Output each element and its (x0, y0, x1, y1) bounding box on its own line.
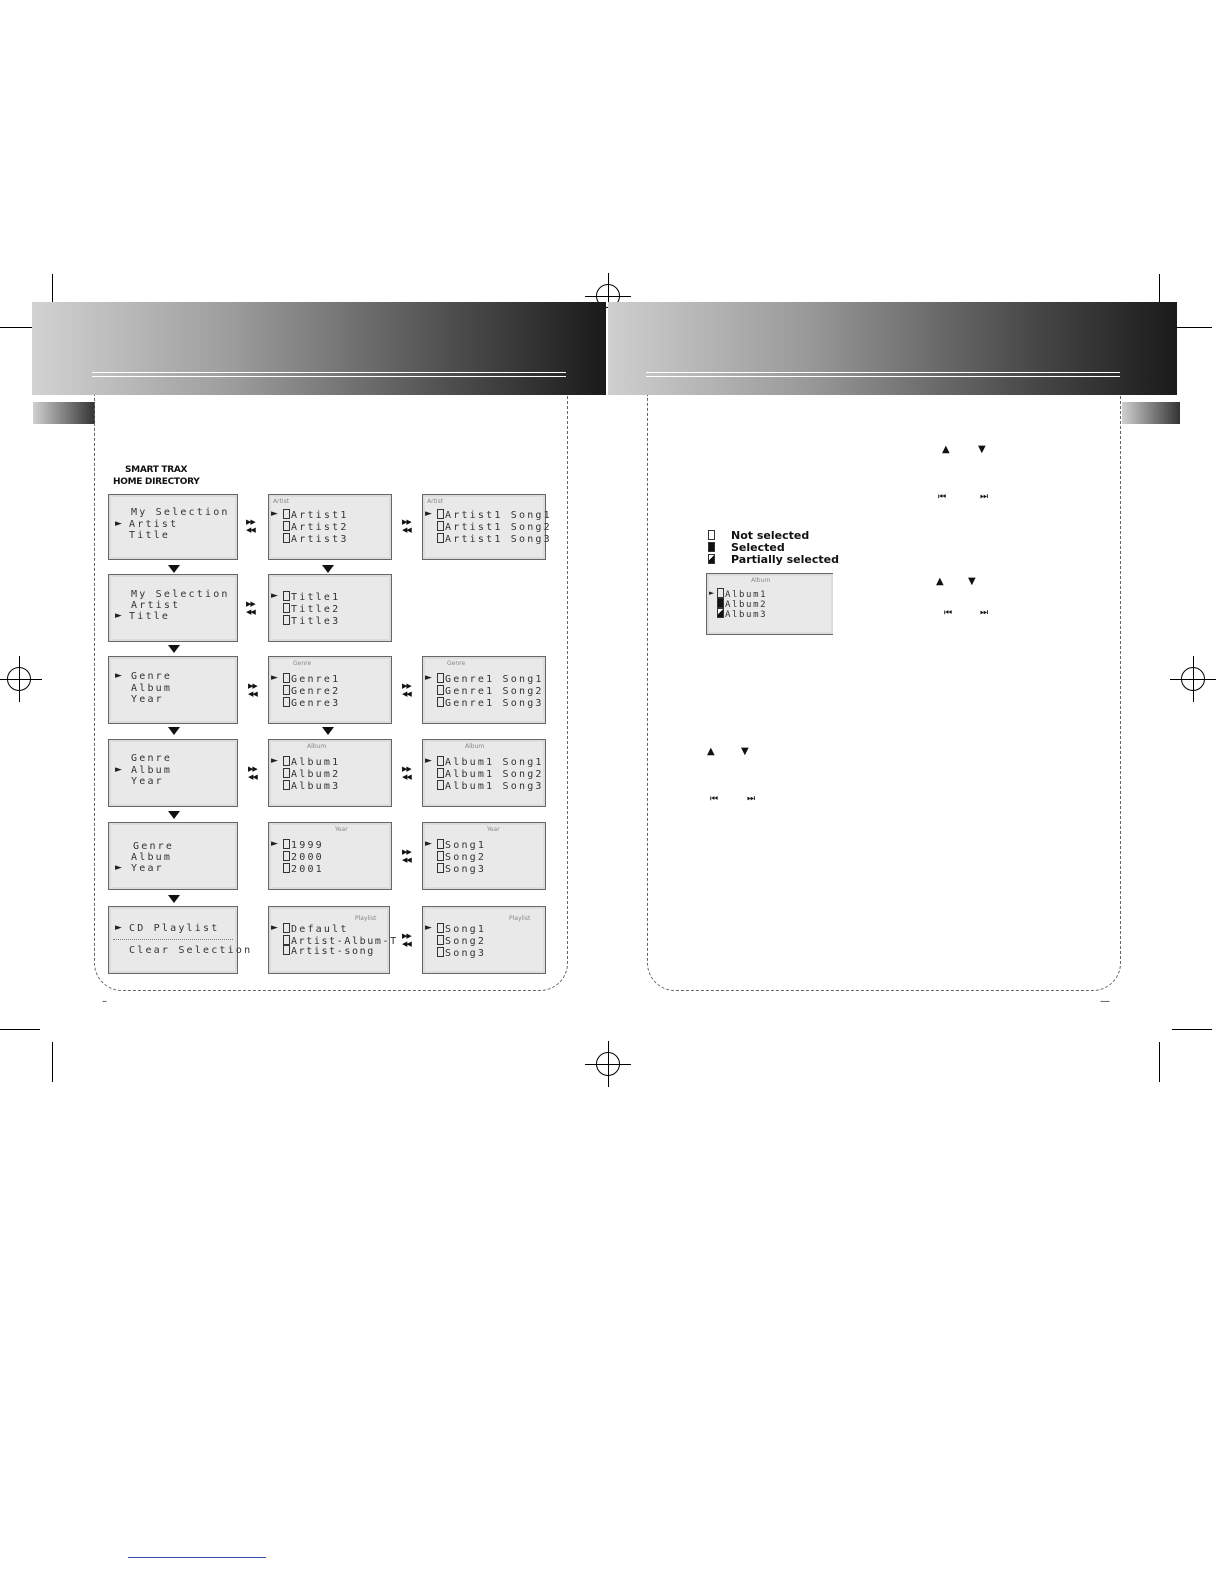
lcd-screen-home-genre (108, 656, 238, 724)
down-arrow-icon (168, 565, 180, 573)
registration-mark (596, 1052, 620, 1076)
screen-title: Playlist (509, 915, 531, 922)
menu-item: Album (131, 852, 173, 863)
menu-item: Year (131, 863, 164, 874)
list-item: Song1 (437, 839, 486, 851)
registration-mark (7, 667, 31, 691)
screen-title: Year (487, 826, 500, 833)
pointer-icon: ► (271, 756, 278, 766)
lcd-screen-artist-songs (422, 494, 552, 560)
lcd-screen-home-album (108, 739, 238, 807)
down-arrow-icon (322, 565, 334, 573)
list-item: Artist-song (283, 945, 375, 957)
down-arrow-icon (322, 727, 334, 735)
list-item: Song3 (437, 863, 486, 875)
lcd-screen-genre-songs (422, 656, 546, 724)
pointer-icon: ► (425, 673, 432, 683)
screen-title: Album (751, 577, 771, 584)
next-track-icon: ⏭ (980, 492, 989, 502)
list-item: Genre2 (283, 685, 340, 697)
screen-title: Artist (427, 498, 444, 505)
down-arrow-icon: ▼ (968, 576, 976, 587)
lcd-screen-home-2 (108, 574, 238, 642)
nav-forward-back-icon: ▶▶ ◀◀ (402, 518, 411, 534)
list-item: Artist1 (283, 509, 349, 521)
pointer-icon: ► (115, 611, 122, 621)
pointer-icon: ► (425, 923, 432, 933)
down-arrow-icon: ▼ (978, 444, 986, 455)
list-item: Album3 (717, 608, 767, 621)
nav-forward-back-icon: ▶▶ ◀◀ (402, 682, 411, 698)
list-item: Song1 (437, 923, 486, 935)
list-item: Album1 (717, 588, 767, 601)
menu-item: Genre (131, 753, 173, 764)
lcd-screen-home-1 (108, 494, 238, 560)
right-page-number: — (1100, 996, 1110, 1007)
crop-mark (0, 1029, 40, 1030)
nav-forward-back-icon: ▶▶ ◀◀ (248, 765, 257, 781)
lcd-screen-cd-playlist (108, 906, 253, 974)
list-item: Song2 (437, 935, 486, 947)
previous-track-icon: ⏮ (938, 492, 947, 502)
lcd-screen-home-year (108, 822, 238, 890)
crop-mark (1172, 1029, 1212, 1030)
screen-title: Genre (447, 660, 466, 667)
menu-item: My Selection (131, 507, 230, 518)
lcd-screen-album-list (268, 739, 392, 807)
menu-item: Title (129, 530, 171, 541)
list-item: Title3 (283, 615, 340, 627)
up-arrow-icon: ▲ (707, 746, 715, 757)
previous-track-icon: ⏮ (944, 608, 953, 618)
pointer-icon: ► (271, 673, 278, 683)
list-item: Title1 (283, 591, 340, 603)
menu-item: Year (131, 694, 164, 705)
pointer-icon: ► (425, 756, 432, 766)
list-item: Artist1 Song3 (437, 533, 552, 545)
list-item: Genre1 Song3 (437, 697, 544, 709)
list-item: 1999 (283, 839, 324, 851)
pointer-icon: ► (271, 923, 278, 933)
checkbox-filled-icon (708, 542, 715, 552)
footer-rule (128, 1557, 266, 1558)
list-item: 2001 (283, 863, 324, 875)
list-item: Artist1 Song2 (437, 521, 552, 533)
lcd-screen-genre-list (268, 656, 392, 724)
list-item: Artist1 Song1 (437, 509, 552, 521)
crop-mark (1159, 1042, 1160, 1082)
crop-mark (52, 1042, 53, 1082)
nav-forward-back-icon: ▶▶ ◀◀ (248, 682, 257, 698)
screen-title: Genre (293, 660, 312, 667)
menu-item: My Selection (131, 589, 230, 600)
right-content-panel (647, 395, 1121, 991)
list-item: Artist-Album-T (283, 935, 398, 947)
menu-item: Album (131, 683, 173, 694)
list-item: Genre3 (283, 697, 340, 709)
list-item: Artist2 (283, 521, 349, 533)
screen-title: Year (335, 826, 348, 833)
pointer-icon: ► (271, 509, 278, 519)
list-item: Album1 Song3 (437, 780, 544, 792)
smart-trax-heading: SMART TRAX (125, 465, 188, 475)
lcd-screen-album-example (706, 573, 833, 635)
lcd-screen-playlist-songs (422, 906, 546, 974)
legend-partially-selected: Partially selected (708, 553, 839, 566)
list-item: Artist3 (283, 533, 349, 545)
lcd-screen-year-list (268, 822, 392, 890)
pointer-icon: ► (115, 863, 122, 873)
down-arrow-icon (168, 895, 180, 903)
down-arrow-icon (168, 811, 180, 819)
menu-item: Genre (131, 671, 173, 682)
up-arrow-icon: ▲ (936, 576, 944, 587)
list-item: Album1 Song1 (437, 756, 544, 768)
list-item: Song3 (437, 947, 486, 959)
nav-forward-back-icon: ▶▶ ◀◀ (402, 932, 411, 948)
down-arrow-icon (168, 645, 180, 653)
left-page-tab (33, 402, 95, 424)
screen-title: Album (465, 743, 485, 750)
up-arrow-icon: ▲ (942, 444, 950, 455)
menu-item: Clear Selection (129, 945, 253, 956)
list-item: Album1 (283, 756, 340, 768)
down-arrow-icon (168, 727, 180, 735)
down-arrow-icon: ▼ (741, 746, 749, 757)
lcd-screen-album-songs (422, 739, 546, 807)
legend-selected: Selected (708, 541, 785, 554)
nav-forward-back-icon: ▶▶ ◀◀ (246, 518, 255, 534)
pointer-icon: ► (271, 591, 278, 601)
next-track-icon: ⏭ (747, 794, 756, 804)
list-item: Album2 (717, 598, 767, 611)
list-item: Genre1 Song1 (437, 673, 544, 685)
pointer-icon: ► (115, 519, 122, 529)
screen-title: Playlist (355, 915, 377, 922)
pointer-icon: ► (271, 839, 278, 849)
lcd-screen-year-songs (422, 822, 546, 890)
left-header-bar (32, 302, 606, 395)
pointer-icon: ► (709, 589, 715, 597)
pointer-icon: ► (425, 509, 432, 519)
list-item: Song2 (437, 851, 486, 863)
crop-mark (1172, 327, 1212, 328)
pointer-icon: ► (115, 923, 122, 933)
legend-not-selected: Not selected (708, 529, 809, 542)
list-item: 2000 (283, 851, 324, 863)
menu-item: Genre (133, 841, 175, 852)
nav-forward-back-icon: ▶▶ ◀◀ (402, 848, 411, 864)
pointer-icon: ► (425, 839, 432, 849)
list-item: Title2 (283, 603, 340, 615)
screen-title: Album (307, 743, 327, 750)
menu-item: Album (131, 765, 173, 776)
menu-item: Artist (129, 519, 179, 530)
list-item: Default (283, 923, 349, 935)
nav-forward-back-icon: ▶▶ ◀◀ (246, 600, 255, 616)
list-item: Album2 (283, 768, 340, 780)
lcd-screen-artist-list (268, 494, 392, 560)
screen-title: Artist (273, 498, 290, 505)
menu-item: Artist (131, 600, 181, 611)
menu-item: CD Playlist (129, 923, 220, 934)
checkbox-empty-icon (708, 530, 715, 540)
home-directory-heading: HOME DIRECTORY (113, 477, 200, 487)
right-header-bar (608, 302, 1177, 395)
lcd-screen-playlist-list (268, 906, 398, 974)
list-item: Genre1 Song2 (437, 685, 544, 697)
checkbox-partial-icon (708, 554, 715, 564)
registration-mark (1181, 667, 1205, 691)
pointer-icon: ► (115, 671, 122, 681)
list-item: Genre1 (283, 673, 340, 685)
previous-track-icon: ⏮ (710, 794, 719, 804)
nav-forward-back-icon: ▶▶ ◀◀ (402, 765, 411, 781)
divider (113, 939, 233, 940)
lcd-screen-title-list (268, 574, 392, 642)
right-page-tab (1122, 402, 1180, 424)
pointer-icon: ► (115, 765, 122, 775)
menu-item: Title (129, 611, 171, 622)
list-item: Album3 (283, 780, 340, 792)
next-track-icon: ⏭ (980, 608, 989, 618)
list-item: Album1 Song2 (437, 768, 544, 780)
left-page-number: – (102, 996, 107, 1007)
menu-item: Year (131, 776, 164, 787)
